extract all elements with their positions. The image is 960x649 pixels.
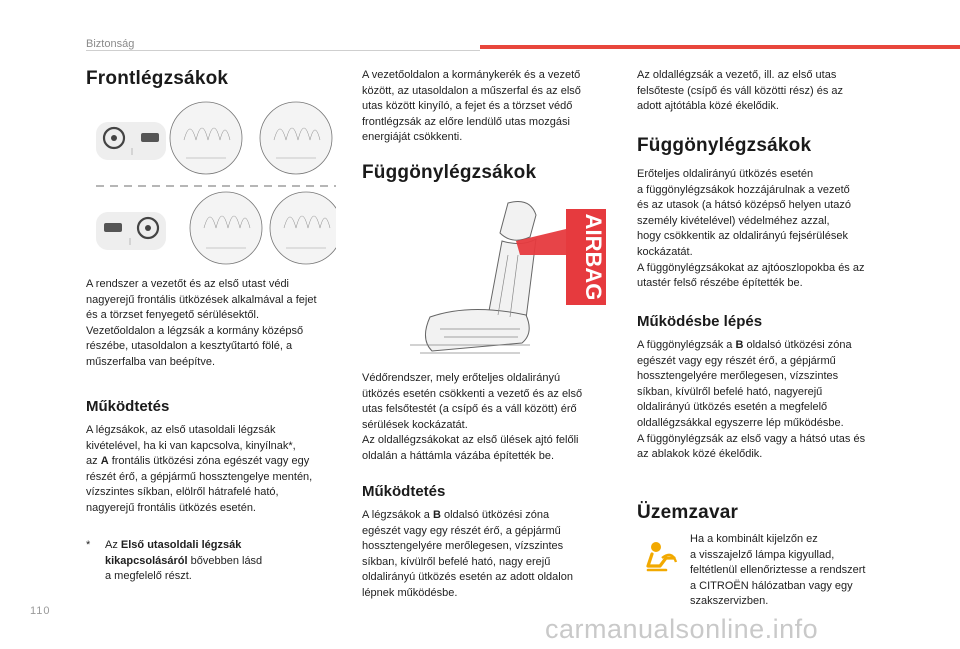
frontal-airbags-title: Frontlégzsákok	[86, 68, 229, 89]
text-line: oldalán a háttámla vázába építették be.	[362, 449, 555, 462]
text-line: ütközés esetén csökkenti a vezető és az első	[362, 387, 583, 400]
frontal-airbags-intro	[86, 277, 346, 371]
text-line: között, az utasoldalon a műszerfal és az első	[362, 84, 581, 97]
text-line: a visszajelző lámpa kigyullad,	[690, 548, 835, 561]
text-line: oldalirányú ütközés esetén a megfelelő	[637, 401, 828, 414]
seat-airbag-illustration	[390, 195, 620, 360]
text-line: részét érő, a gépjármű hossztengelye mentén,	[86, 470, 313, 483]
text-line: Ha a kombinált kijelzőn ez	[690, 533, 818, 545]
fault-title: Üzemzavar	[637, 502, 739, 523]
side-activation-title: Működtetés	[362, 483, 446, 500]
airbag-warning-icon	[644, 540, 678, 574]
text-line: hossztengelyére merőlegesen, vízszintes	[362, 540, 564, 553]
text-span: A függönylégzsák a	[637, 339, 736, 351]
text-line: frontlégzsák az előre lendülő utas mozgási	[362, 115, 570, 128]
text-line: kockázatát.	[637, 245, 693, 258]
text-span: az	[86, 455, 101, 468]
text-line: Védőrendszer, mely erőteljes oldalirányú	[362, 372, 561, 384]
text-line: utastér felső részébe építették be.	[637, 277, 803, 290]
frontal-airbag-illustration	[86, 100, 336, 270]
text-span: oldalsó ütközési zóna	[440, 509, 550, 521]
side-airbags-text	[362, 371, 622, 465]
text-line: vízszintes síkban, elölről hátrafelé ható,	[86, 486, 279, 499]
text-line: energiáját csökkenti.	[362, 131, 463, 144]
text-line: kivételével, ha ki van kapcsolva, kinyílnak*,	[86, 439, 296, 452]
text-line: sérülések kockázatát.	[362, 418, 468, 431]
text-line: szakszervizben.	[690, 595, 769, 608]
zone-letter: B	[432, 509, 441, 521]
side-activation-text	[362, 508, 622, 602]
text-line: egészét vagy egy részét érő, a gépjármű	[637, 354, 836, 367]
header-accent-bar	[480, 45, 960, 49]
text-line: Vezetőoldalon a légzsák a kormány középső	[86, 324, 304, 337]
curtain-airbags-text	[637, 167, 912, 292]
text-line: lépnek működésbe.	[362, 586, 458, 599]
text-line: hossztengelyére merőlegesen, vízszintes	[637, 370, 839, 383]
text-line: síkban, kívülről befelé ható, nagyerejű	[637, 385, 823, 398]
airbag-label: AIRBAG	[581, 213, 606, 301]
zone-letter: B	[735, 339, 744, 351]
headrest	[500, 202, 536, 241]
text-line: A függönylégzsákokat az ajtóoszlopokba és az	[637, 261, 865, 274]
text-span: A légzsákok a	[362, 509, 433, 521]
text-span: bővebben lásd	[187, 554, 263, 567]
text-span: oldalsó ütközési zóna	[743, 339, 852, 351]
text-line: a CITROËN hálózatban vagy egy	[690, 579, 853, 592]
text-line: oldalirányú ütközés esetén az adott oldalon	[362, 571, 573, 584]
fault-text	[690, 532, 915, 610]
activation-text	[86, 423, 346, 517]
header-divider	[86, 50, 480, 51]
text-line: hogy csökkentik az oldalirányú fejsérülések	[637, 230, 848, 243]
text-line: személy kivételével) védelméhez azzal,	[637, 214, 830, 227]
text-line: Az oldallégzsák a vezető, ill. az első utas	[637, 69, 837, 81]
watermark: carmanualsonline.info	[545, 614, 819, 644]
footnote	[105, 538, 295, 585]
frontal-airbag-description	[362, 68, 622, 146]
text-line: utas között kinyíló, a fejet és a törzset védő	[362, 100, 573, 113]
side-airbags-title: Függönylégzsákok	[362, 162, 537, 183]
curtain-activation-text	[637, 338, 912, 463]
zone-letter: A	[100, 455, 109, 468]
footnote-mark: *	[86, 539, 91, 551]
text-line: nagyerejű frontális ütközés esetén.	[86, 501, 256, 514]
text-line: oldallégzsákkal egyszerre lép működésbe.	[637, 416, 844, 429]
text-line: a függönylégzsákok hozzájárulnak a vezető	[637, 183, 850, 196]
text-line: A légzsákok, az első utasoldali légzsák	[86, 424, 276, 436]
text-line: részébe, utasoldalon a kesztyűtartó fölé, a	[86, 340, 293, 353]
text-line: síkban, kívülről befelé ható, nagy erejű	[362, 555, 551, 568]
text-line: műszerfalba van beépítve.	[86, 355, 216, 368]
text-span: a megfelelő részt.	[105, 570, 192, 583]
text-span: Az	[105, 539, 121, 551]
side-airbag-position-text	[637, 68, 907, 115]
text-line: nagyerejű frontális ütközések alkalmával a fejet	[86, 293, 317, 306]
text-line: az ablakok közé ékelődik.	[637, 448, 763, 461]
page-number: 110	[30, 605, 51, 617]
text-line: felsőteste (csípő és váll közötti rész) és az	[637, 84, 844, 97]
text-line: A vezetőoldalon a kormánykerék és a vezető	[362, 69, 581, 81]
text-line: adott ajtótábla közé ékelődik.	[637, 100, 779, 113]
footnote-bold: Első utasoldali légzsák kikapcsolásáról	[105, 539, 242, 567]
text-line: és az utasok (a hátsó középső helyen utazó	[637, 199, 852, 212]
text-line: Erőteljes oldalirányú ütközés esetén	[637, 168, 814, 180]
activation-title: Működtetés	[86, 398, 170, 415]
text-line: A függönylégzsák az első vagy a hátsó utas és	[637, 432, 866, 445]
section-label: Biztonság	[86, 38, 135, 50]
curtain-airbags-title: Függönylégzsákok	[637, 135, 812, 156]
text-line: egészét vagy egy részét érő, a gépjármű	[362, 524, 561, 537]
text-line: utas felsőtestét (a csípő és a váll között) érő	[362, 403, 577, 416]
text-span: frontális ütközési zóna egészét vagy egy	[108, 455, 310, 468]
text-line: Az oldallégzsákokat az első ülések ajtó felőli	[362, 434, 579, 447]
text-line: és a törzset fenyegető sérülésektől.	[86, 309, 260, 322]
text-line: feltétlenül ellenőriztesse a rendszert	[690, 564, 866, 577]
text-line: A rendszer a vezetőt és az első utast védi	[86, 278, 290, 290]
curtain-activation-title: Működésbe lépés	[637, 313, 763, 330]
glovebox-icon	[141, 133, 159, 142]
